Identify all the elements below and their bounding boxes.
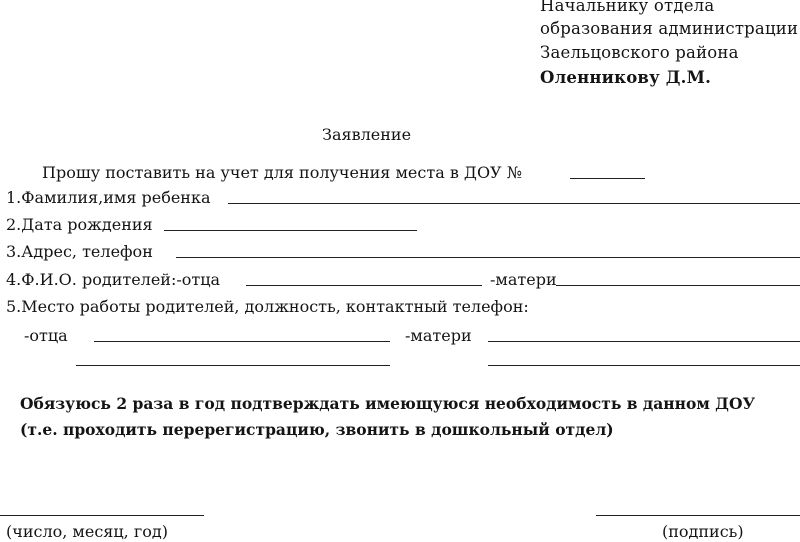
father-name-label: 4.Ф.И.О. родителей:-отца	[6, 270, 221, 289]
mother-work-line-2[interactable]	[488, 365, 800, 366]
mother-name-line[interactable]	[556, 285, 800, 286]
father-work-line-1[interactable]	[94, 341, 390, 342]
child-name-label: 1.Фамилия,имя ребенка	[6, 188, 211, 207]
document-title: Заявление	[322, 125, 412, 144]
date-label: (число, месяц, год)	[6, 522, 168, 541]
birth-date-label: 2.Дата рождения	[6, 215, 153, 234]
address-phone-label: 3.Адрес, телефон	[6, 242, 153, 261]
request-text: Прошу поставить на учет для получения места в ДОУ №	[42, 163, 522, 182]
child-name-line[interactable]	[228, 203, 800, 204]
father-work-line-2[interactable]	[76, 365, 390, 366]
mother-work-label: -матери	[405, 326, 472, 345]
father-name-line[interactable]	[246, 285, 482, 286]
mother-name-label: -матери	[490, 270, 557, 289]
obligation-line-2: (т.е. проходить перерегистрацию, звонить в дошкольный отдел)	[20, 420, 614, 439]
signature-label: (подпись)	[662, 522, 744, 541]
signature-line[interactable]	[596, 515, 800, 516]
addressee-line-2: образования администрации	[540, 19, 799, 38]
workplace-label: 5.Место работы родителей, должность, контактный телефон:	[6, 297, 529, 316]
date-line[interactable]	[0, 515, 204, 516]
obligation-line-1: Обязуюсь 2 раза в год подтверждать имеющуюся необходимость в данном ДОУ	[20, 394, 756, 413]
birth-date-line[interactable]	[164, 230, 417, 231]
addressee-line-1: Начальнику отдела	[540, 0, 715, 15]
mother-work-line-1[interactable]	[488, 341, 800, 342]
dou-number-line[interactable]	[570, 178, 645, 179]
addressee-name: Оленникову Д.М.	[540, 68, 712, 87]
addressee-line-3: Заельцовского района	[540, 43, 739, 62]
address-phone-line[interactable]	[176, 257, 800, 258]
father-work-label: -отца	[24, 326, 68, 345]
